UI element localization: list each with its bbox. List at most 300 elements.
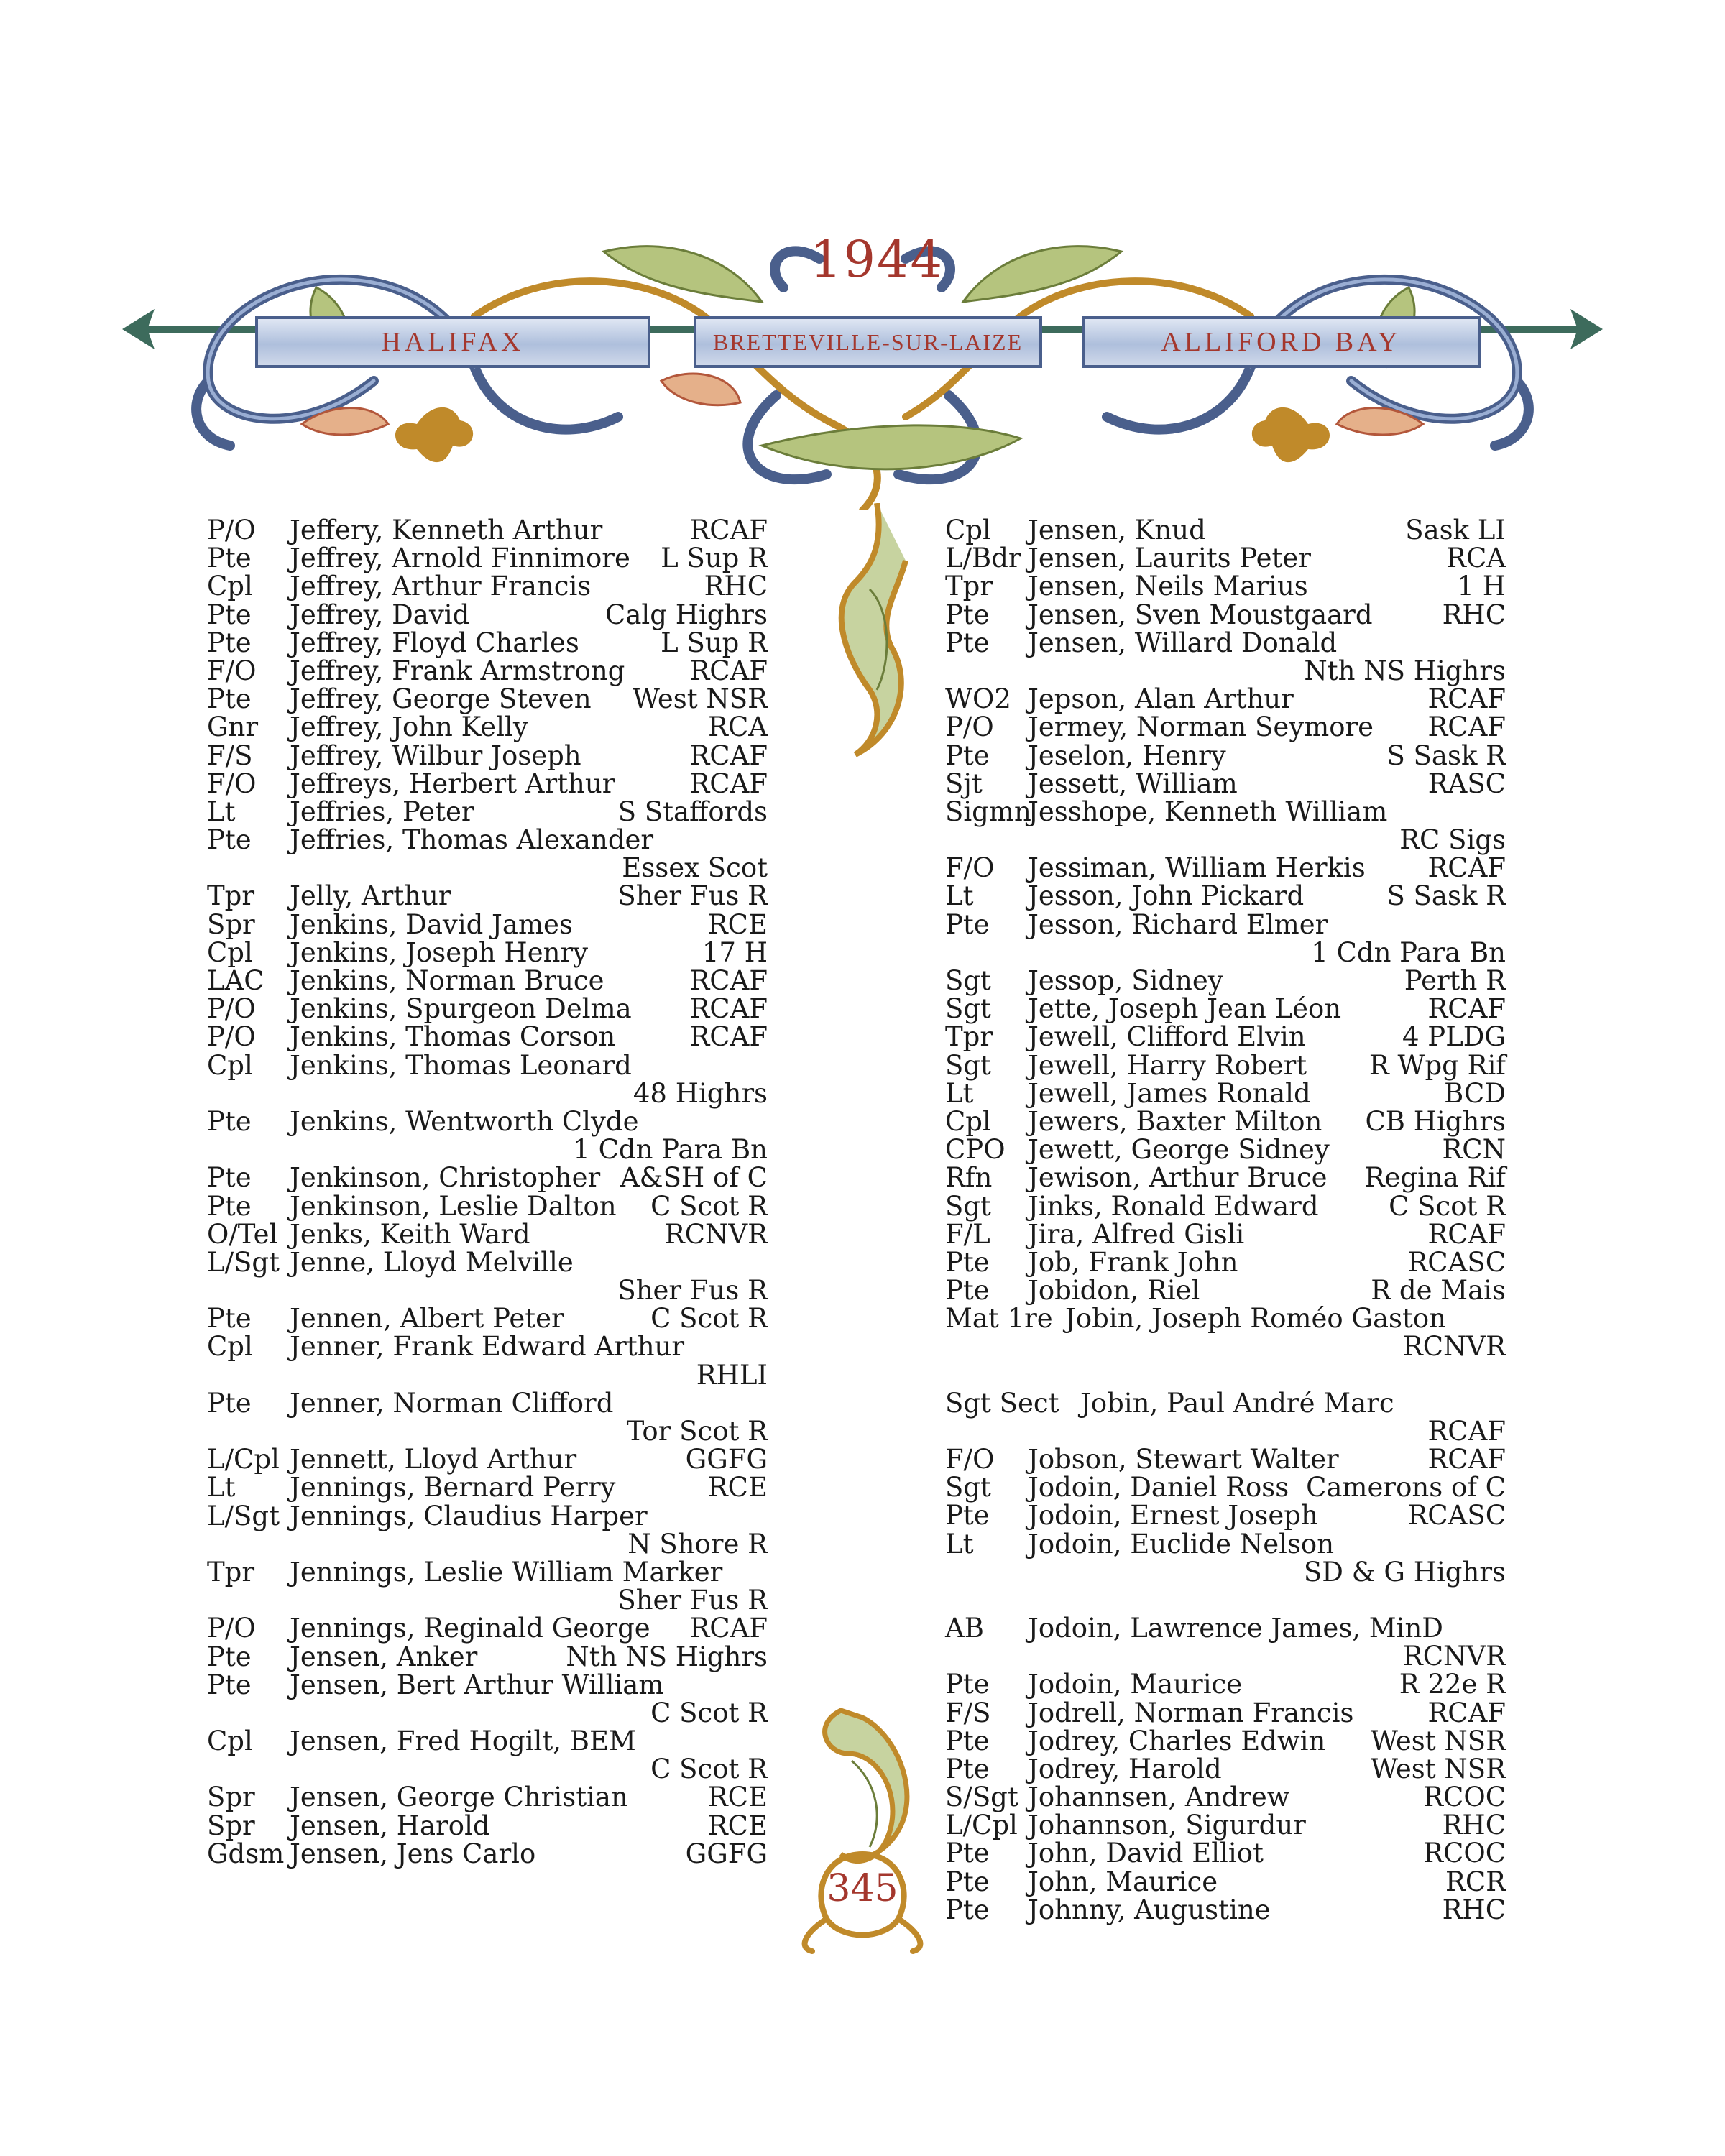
roll-entry	[207, 1445, 768, 1473]
entry-unit: RCAF	[689, 1613, 768, 1644]
entry-unit: Regina Rif	[1364, 1162, 1506, 1194]
roll-entry	[945, 601, 1506, 629]
banner-bretteville-sur-laize: BRETTEVILLE-SUR-LAIZE	[694, 316, 1042, 368]
entry-rank: Pte	[945, 908, 990, 940]
entry-name: Johnny, Augustine	[1028, 1894, 1271, 1925]
entry-rank: Pte	[945, 1246, 990, 1278]
entry-name: Jeffrey, George Steven	[290, 683, 592, 715]
entry-rank: Pte	[207, 543, 252, 574]
entry-name: Jeffery, Kenneth Arthur	[290, 515, 603, 545]
entry-unit: Sher Fus R	[617, 1585, 768, 1616]
entry-unit: RASC	[1427, 768, 1506, 799]
entry-rank: Lt	[207, 796, 236, 827]
entry-unit: R de Mais	[1371, 1275, 1506, 1307]
entry-name: Jodrell, Norman Francis	[1028, 1697, 1354, 1728]
entry-rank: Sigmn	[945, 796, 1031, 827]
entry-unit: RCAF	[689, 1021, 768, 1053]
roll-entry	[207, 1473, 768, 1501]
entry-name: Jenner, Norman Clifford	[290, 1387, 614, 1419]
entry-name: Jeffrey, Frank Armstrong	[290, 655, 625, 686]
entry-rank: Pte	[945, 1866, 990, 1897]
entry-unit: C Scot R	[650, 1697, 768, 1728]
roll-entry	[945, 1079, 1506, 1107]
entry-name: John, David Elliot	[1028, 1838, 1264, 1869]
entry-rank: P/O	[207, 1613, 256, 1644]
entry-name: Jessiman, William Herkis	[1028, 852, 1366, 884]
page-number: 345	[827, 1867, 898, 1910]
entry-name: Jennings, Claudius Harper	[290, 1500, 648, 1531]
roll-entry	[945, 1699, 1506, 1727]
entry-rank: Pte	[945, 1753, 990, 1784]
entry-unit: RHLI	[696, 1359, 768, 1391]
roll-entry	[945, 516, 1506, 544]
entry-rank: Sgt	[945, 1190, 991, 1222]
entry-name: Jensen, Sven Moustgaard	[1028, 599, 1373, 630]
entry-rank: Pte	[945, 1894, 990, 1925]
roll-entry	[945, 713, 1506, 741]
entry-rank: Tpr	[945, 1021, 993, 1053]
entry-rank: Mat 1re	[945, 1303, 1053, 1335]
entry-unit: Sher Fus R	[617, 1275, 768, 1307]
roll-entry	[207, 1220, 768, 1248]
entry-rank: Pte	[207, 1190, 252, 1222]
entry-unit: Essex Scot	[622, 852, 768, 884]
entry-name: Jewett, George Sidney	[1028, 1134, 1330, 1166]
banner-halifax: HALIFAX	[255, 316, 650, 368]
roll-entry	[207, 1023, 768, 1051]
entry-name: Jessop, Sidney	[1028, 965, 1223, 996]
entry-unit: RCR	[1445, 1866, 1506, 1897]
entry-rank: Rfn	[945, 1162, 993, 1194]
roll-entry	[945, 1755, 1506, 1783]
entry-rank: F/O	[207, 768, 257, 799]
entry-unit: SD & G Highrs	[1303, 1556, 1506, 1588]
entry-name: Jennings, Reginald George	[290, 1613, 650, 1644]
roll-entry	[945, 1275, 1506, 1307]
roll-entry	[945, 1811, 1506, 1839]
entry-unit: RCASC	[1407, 1500, 1506, 1531]
entry-name: Jensen, Neils Marius	[1028, 571, 1308, 602]
entry-rank: Sgt Sect	[945, 1387, 1059, 1419]
entry-unit: Calg Highrs	[605, 599, 768, 630]
roll-entry	[945, 1839, 1506, 1867]
entry-name: Jobson, Stewart Walter	[1028, 1444, 1339, 1475]
entry-unit: RCAF	[689, 965, 768, 996]
entry-rank: WO2	[945, 683, 1011, 715]
entry-rank: P/O	[207, 993, 256, 1025]
entry-rank: Cpl	[207, 936, 253, 968]
roll-entry	[945, 1868, 1506, 1896]
roll-entry	[207, 967, 768, 995]
entry-rank: L/Cpl	[207, 1444, 280, 1475]
entry-name: Jeffries, Peter	[290, 796, 474, 827]
roll-entry	[207, 1812, 768, 1840]
roll-entry	[207, 770, 768, 798]
entry-rank: Tpr	[945, 571, 993, 602]
entry-name: Jermey, Norman Seymore	[1028, 711, 1374, 743]
roll-entry	[207, 1727, 768, 1783]
entry-unit: Nth NS Highrs	[1304, 655, 1506, 686]
entry-name: Jeselon, Henry	[1028, 740, 1226, 771]
entry-rank: L/Sgt	[207, 1246, 280, 1278]
roll-entry	[945, 798, 1506, 854]
entry-rank: O/Tel	[207, 1218, 278, 1250]
roll-entry	[207, 1558, 768, 1614]
entry-unit: Sher Fus R	[617, 880, 768, 912]
roll-entry	[945, 572, 1506, 600]
banner-alliford-bay: ALLIFORD BAY	[1082, 316, 1481, 368]
roll-entry	[945, 1303, 1506, 1363]
entry-rank: F/L	[945, 1218, 990, 1250]
entry-unit: RCNVR	[664, 1218, 768, 1250]
entry-unit: RC Sigs	[1399, 824, 1506, 856]
entry-name: Jensen, Anker	[290, 1641, 478, 1672]
entry-unit: Sask LI	[1405, 515, 1506, 545]
entry-unit: RHC	[1442, 1810, 1506, 1841]
entry-unit: RCOC	[1423, 1782, 1506, 1813]
entry-name: Jeffreys, Herbert Arthur	[290, 768, 615, 799]
entry-rank: Cpl	[207, 1726, 253, 1757]
roll-entry	[945, 1896, 1506, 1924]
roll-entry	[945, 1051, 1506, 1079]
roll-entry	[945, 544, 1506, 572]
roll-entry	[945, 1248, 1506, 1276]
entry-rank: Sgt	[945, 1049, 991, 1081]
entry-name: Jennings, Bernard Perry	[290, 1472, 616, 1503]
entry-unit: RCAF	[1427, 993, 1506, 1025]
entry-rank: CPO	[945, 1134, 1006, 1166]
entry-name: Jodoin, Lawrence James, MinD	[1028, 1612, 1443, 1644]
roll-entry	[945, 1023, 1506, 1051]
roll-entry	[207, 1783, 768, 1811]
roll-entry	[945, 685, 1506, 713]
entry-name: Jepson, Alan Arthur	[1028, 683, 1294, 715]
entry-unit: Camerons of C	[1306, 1472, 1506, 1503]
roll-entry	[945, 1135, 1506, 1164]
entry-unit: RCE	[707, 1782, 768, 1813]
entry-name: Jennen, Albert Peter	[290, 1303, 564, 1335]
entry-unit: RCOC	[1423, 1838, 1506, 1869]
entry-unit: RCASC	[1407, 1246, 1506, 1278]
entry-unit: S Sask R	[1386, 880, 1506, 912]
roll-entry	[945, 882, 1506, 910]
entry-name: Jenner, Frank Edward Arthur	[290, 1331, 685, 1363]
roll-entry	[207, 1164, 768, 1192]
entry-name: Jewers, Baxter Milton	[1028, 1105, 1322, 1137]
entry-name: Jensen, Harold	[290, 1810, 490, 1841]
entry-rank: Pte	[207, 627, 252, 658]
entry-name: Jennings, Leslie William Marker	[290, 1556, 723, 1588]
roll-entry	[945, 1727, 1506, 1755]
roll-entry	[207, 798, 768, 826]
entry-rank: Lt	[207, 1472, 236, 1503]
entry-unit: C Scot R	[650, 1190, 768, 1222]
entry-name: Jenkins, Thomas Corson	[290, 1021, 616, 1053]
entry-unit: RCN	[1442, 1134, 1506, 1166]
entry-rank: F/O	[207, 655, 257, 686]
entry-name: Jenkinson, Leslie Dalton	[290, 1190, 617, 1222]
entry-name: Jobin, Paul André Marc	[1080, 1387, 1394, 1419]
entry-unit: RCAF	[689, 768, 768, 799]
roll-entry	[207, 544, 768, 572]
roll-entry	[207, 742, 768, 770]
entry-name: Jenkins, Wentworth Clyde	[290, 1105, 639, 1137]
entry-name: Jenkins, David James	[290, 908, 573, 940]
entry-unit: RCAF	[1427, 852, 1506, 884]
entry-name: Jodoin, Euclide Nelson	[1028, 1528, 1335, 1560]
entry-unit: Perth R	[1404, 965, 1506, 996]
roll-entry	[945, 1164, 1506, 1192]
entry-rank: P/O	[945, 711, 994, 743]
entry-rank: F/S	[945, 1697, 991, 1728]
entry-rank: Sgt	[945, 965, 991, 996]
entry-rank: AB	[945, 1612, 984, 1644]
entry-name: Jensen, Knud	[1028, 515, 1206, 545]
entry-rank: Pte	[945, 1838, 990, 1869]
entry-unit: GGFG	[685, 1838, 768, 1869]
entry-rank: Lt	[945, 880, 974, 912]
entry-rank: Pte	[207, 1162, 252, 1194]
roll-entry	[207, 1389, 768, 1445]
entry-unit: RCNVR	[1402, 1331, 1506, 1363]
entry-unit: West NSR	[1370, 1725, 1506, 1756]
entry-name: Jeffrey, Arnold Finnimore	[290, 543, 630, 574]
entry-name: Jeffries, Thomas Alexander	[290, 824, 654, 856]
entry-rank: Cpl	[207, 1331, 253, 1363]
entry-unit: RHC	[1442, 1894, 1506, 1925]
roll-entry	[207, 995, 768, 1023]
roll-entry	[207, 629, 768, 657]
roll-entry	[207, 826, 768, 882]
entry-rank: P/O	[207, 515, 256, 545]
roll-entry	[207, 1502, 768, 1558]
entry-rank: F/S	[207, 740, 253, 771]
entry-unit: 17 H	[702, 936, 768, 968]
entry-unit: BCD	[1444, 1077, 1506, 1109]
entry-name: Jenkins, Thomas Leonard	[290, 1049, 632, 1081]
entry-name: Jensen, Willard Donald	[1028, 627, 1338, 658]
roll-entry	[945, 1530, 1506, 1586]
roll-entry	[945, 1192, 1506, 1220]
entry-name: John, Maurice	[1028, 1866, 1218, 1897]
entry-unit: RCAF	[1427, 1697, 1506, 1728]
entry-name: Jobidon, Riel	[1028, 1275, 1200, 1307]
roll-entry	[207, 1246, 768, 1307]
entry-unit: L Sup R	[661, 543, 768, 574]
entry-name: Jensen, Jens Carlo	[290, 1838, 536, 1869]
entry-unit: C Scot R	[650, 1754, 768, 1785]
entry-unit: RCAF	[689, 740, 768, 771]
year-heading: 1944	[809, 230, 944, 289]
entry-unit: West NSR	[1370, 1753, 1506, 1784]
roll-entry	[945, 1614, 1506, 1670]
entry-unit: RCAF	[1427, 1218, 1506, 1250]
roll-entry	[207, 882, 768, 910]
entry-rank: F/O	[945, 852, 995, 884]
entry-rank: Cpl	[207, 571, 253, 602]
entry-name: Jodoin, Daniel Ross	[1028, 1472, 1289, 1503]
roll-entry	[945, 1389, 1506, 1445]
left-name-column	[207, 516, 768, 1868]
entry-rank: Spr	[207, 1782, 255, 1813]
entry-name: Jira, Alfred Gisli	[1028, 1218, 1245, 1250]
roll-entry	[207, 1303, 768, 1335]
entry-name: Jenks, Keith Ward	[290, 1218, 530, 1250]
entry-rank: Pte	[945, 1725, 990, 1756]
entry-name: Jensen, George Christian	[290, 1782, 628, 1813]
roll-entry	[945, 967, 1506, 995]
entry-unit: 1 Cdn Para Bn	[573, 1134, 768, 1166]
entry-unit: RCAF	[689, 515, 768, 545]
entry-rank: L/Cpl	[945, 1810, 1018, 1841]
entry-unit: RCA	[708, 711, 768, 743]
entry-unit: CB Highrs	[1365, 1105, 1506, 1137]
entry-unit: RCE	[707, 1810, 768, 1841]
roll-entry	[945, 742, 1506, 770]
entry-name: Jodoin, Ernest Joseph	[1028, 1500, 1318, 1531]
entry-unit: West NSR	[632, 683, 768, 715]
entry-rank: Pte	[945, 740, 990, 771]
entry-name: Jodrey, Harold	[1028, 1753, 1222, 1784]
entry-name: Jeffrey, Arthur Francis	[290, 571, 592, 602]
entry-rank: Sgt	[945, 1472, 991, 1503]
entry-unit: N Shore R	[627, 1528, 768, 1560]
entry-rank: Spr	[207, 908, 255, 940]
roll-entry	[945, 1220, 1506, 1248]
entry-rank: P/O	[207, 1021, 256, 1053]
right-name-column	[945, 516, 1506, 1924]
entry-rank: Pte	[945, 1275, 990, 1307]
entry-unit: S Staffords	[617, 796, 768, 827]
entry-name: Jenkins, Norman Bruce	[290, 965, 604, 996]
entry-rank: LAC	[207, 965, 264, 996]
entry-name: Jeffrey, Floyd Charles	[290, 627, 579, 658]
entry-rank: Pte	[945, 1500, 990, 1531]
roll-entry	[945, 995, 1506, 1023]
roll-entry	[945, 1670, 1506, 1698]
entry-unit: RCNVR	[1402, 1641, 1506, 1672]
entry-unit: RCAF	[689, 993, 768, 1025]
entry-name: Jeffrey, David	[290, 599, 470, 630]
entry-rank: Gdsm	[207, 1838, 285, 1869]
roll-entry	[207, 1331, 768, 1391]
roll-entry	[207, 516, 768, 544]
roll-entry	[945, 629, 1506, 685]
entry-rank: Cpl	[207, 1049, 253, 1081]
entry-unit: RCAF	[1427, 1415, 1506, 1447]
roll-entry	[945, 908, 1506, 968]
entry-name: Johannsen, Andrew	[1028, 1782, 1290, 1813]
entry-rank: Pte	[945, 599, 990, 630]
entry-name: Jobin, Joseph Roméo Gaston	[1065, 1303, 1446, 1335]
roll-entry	[207, 1643, 768, 1671]
entry-rank: S/Sgt	[945, 1782, 1018, 1813]
entry-unit: 48 Highrs	[632, 1077, 768, 1109]
entry-unit: RCAF	[1427, 1444, 1506, 1475]
entry-name: Johannson, Sigurdur	[1028, 1810, 1306, 1841]
entry-name: Jewell, Clifford Elvin	[1028, 1021, 1306, 1053]
entry-name: Jeffrey, Wilbur Joseph	[290, 740, 581, 771]
entry-name: Jenkins, Joseph Henry	[290, 936, 589, 968]
entry-rank: Cpl	[945, 1105, 991, 1137]
entry-name: Jessett, William	[1028, 768, 1238, 799]
entry-name: Jensen, Fred Hogilt, BEM	[290, 1726, 636, 1757]
entry-unit: Nth NS Highrs	[566, 1641, 768, 1672]
roll-entry	[207, 713, 768, 741]
entry-unit: Tor Scot R	[626, 1416, 768, 1447]
roll-entry	[945, 1445, 1506, 1473]
entry-unit: S Sask R	[1386, 740, 1506, 771]
entry-name: Jenkinson, Christopher	[290, 1162, 601, 1194]
entry-unit: RCA	[1446, 543, 1506, 574]
roll-entry	[945, 770, 1506, 798]
roll-entry	[207, 1614, 768, 1642]
entry-name: Job, Frank John	[1028, 1246, 1238, 1278]
entry-unit: RCAF	[1427, 711, 1506, 743]
entry-name: Jodrey, Charles Edwin	[1028, 1725, 1326, 1756]
entry-rank: Pte	[207, 683, 252, 715]
entry-name: Jennett, Lloyd Arthur	[290, 1444, 577, 1475]
entry-name: Jewell, James Ronald	[1028, 1077, 1311, 1109]
roll-entry	[207, 1840, 768, 1868]
roll-entry	[945, 1473, 1506, 1501]
entry-rank: L/Bdr	[945, 543, 1021, 574]
entry-unit: 1 H	[1457, 571, 1506, 602]
upper-divider-ornament	[805, 503, 949, 762]
roll-entry	[207, 936, 768, 968]
entry-rank: Cpl	[945, 515, 991, 545]
entry-rank: Spr	[207, 1810, 255, 1841]
roll-entry	[207, 601, 768, 629]
entry-name: Jenkins, Spurgeon Delma	[290, 993, 632, 1025]
roll-entry	[207, 1671, 768, 1727]
entry-name: Jelly, Arthur	[290, 880, 451, 912]
entry-unit: 4 PLDG	[1402, 1021, 1506, 1053]
entry-name: Jesson, Richard Elmer	[1028, 908, 1328, 940]
entry-name: Jensen, Bert Arthur William	[290, 1669, 664, 1700]
entry-name: Jesshope, Kenneth William	[1028, 796, 1388, 827]
entry-unit: C Scot R	[1389, 1190, 1506, 1222]
roll-entry	[945, 1783, 1506, 1811]
entry-unit: L Sup R	[661, 627, 768, 658]
roll-entry	[945, 854, 1506, 882]
entry-rank: Pte	[945, 627, 990, 658]
entry-name: Jodoin, Maurice	[1028, 1669, 1243, 1700]
entry-unit: RCAF	[1427, 683, 1506, 715]
entry-name: Jesson, John Pickard	[1028, 880, 1305, 912]
entry-rank: Pte	[207, 824, 252, 856]
entry-unit: RCAF	[689, 655, 768, 686]
entry-rank: Pte	[207, 1105, 252, 1137]
entry-rank: Sgt	[945, 993, 991, 1025]
entry-rank: Pte	[207, 1387, 252, 1419]
entry-unit: RCE	[707, 1472, 768, 1503]
roll-entry	[207, 908, 768, 940]
entry-rank: Lt	[945, 1528, 974, 1560]
entry-name: Jewison, Arthur Bruce	[1028, 1162, 1328, 1194]
entry-rank: Pte	[207, 599, 252, 630]
roll-entry	[945, 1501, 1506, 1529]
roll-entry	[207, 1107, 768, 1164]
entry-name: Jette, Joseph Jean Léon	[1028, 993, 1342, 1025]
entry-name: Jinks, Ronald Edward	[1028, 1190, 1319, 1222]
entry-name: Jewell, Harry Robert	[1028, 1049, 1307, 1081]
entry-rank: Sjt	[945, 768, 983, 799]
entry-unit: 1 Cdn Para Bn	[1311, 936, 1506, 968]
entry-rank: Lt	[945, 1077, 974, 1109]
entry-rank: Tpr	[207, 1556, 255, 1588]
entry-unit: C Scot R	[650, 1303, 768, 1335]
